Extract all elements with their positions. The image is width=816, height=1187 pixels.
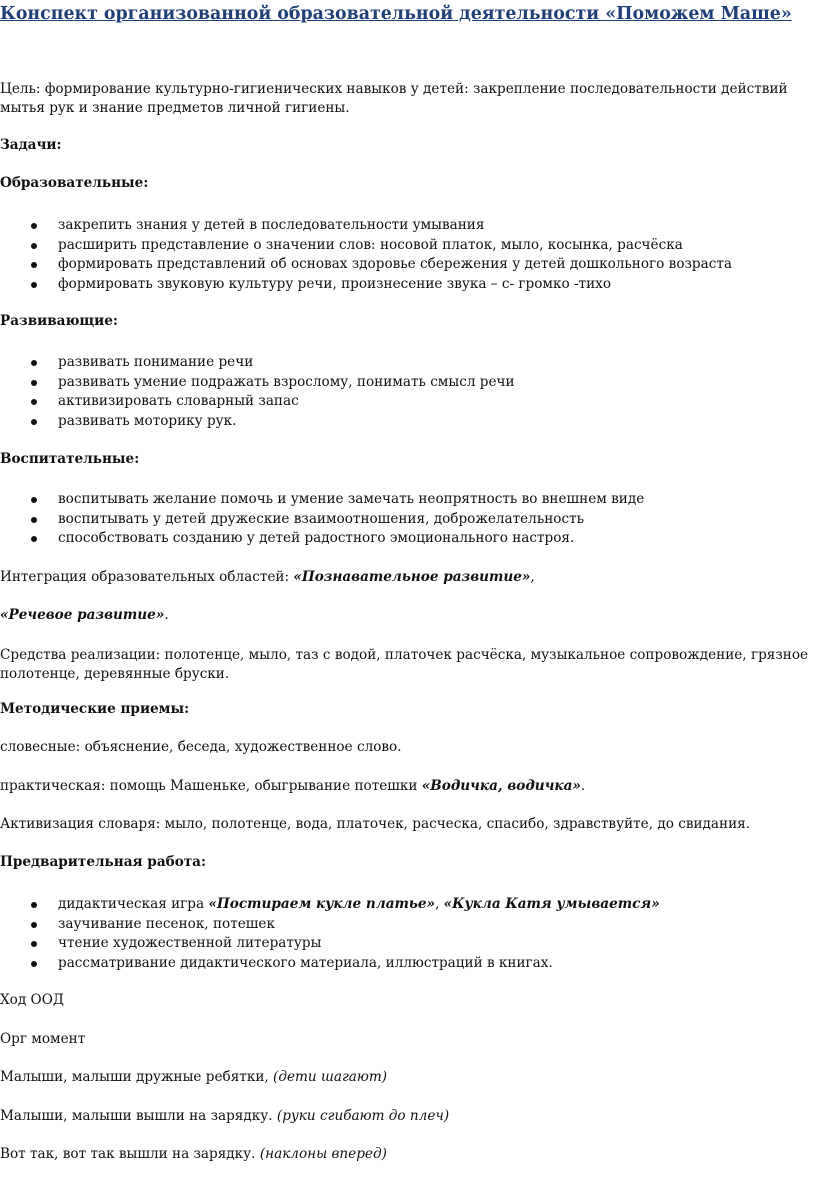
preliminary-list [0,895,816,973]
list-item: расширить представление о значении слов: носовой платок, мыло, косынка, расчёска [0,236,816,256]
tasks-heading: Задачи: [0,137,62,153]
list-item: чтение художественной литературы [0,934,816,954]
list-item: развивать умение подражать взрослому, понимать смысл речи [0,373,816,393]
educational-heading: Образовательные: [0,175,149,191]
integration-line-2: «Речевое развитие». [0,607,169,623]
list-item: воспитывать у детей дружеские взаимоотношения, доброжелательность [0,510,816,530]
methods-heading: Методические приемы: [0,701,190,717]
list-item: рассматривание дидактического материала, иллюстраций в книгах. [0,954,816,974]
page-title: Конспект организованной образовательной деятельности «Поможем Маше» [0,4,792,24]
goal-paragraph: Цель: формирование культурно-гигиенических навыков у детей: закрепление последовательности действий мытья рук и знание предметов личной гигиены. [0,81,788,116]
bullet-icon [31,497,37,503]
org-moment: Орг момент [0,1031,86,1047]
integration-line: Интеграция образовательных областей: «Познавательное развитие», [0,569,535,585]
upbringing-heading: Воспитательные: [0,451,140,467]
list-item: формировать представлений об основах здоровье сбережения у детей дошкольного возраста [0,255,816,275]
means-paragraph: Средства реализации: полотенце, мыло, таз с водой, платочек расчёска, музыкальное сопровождение, грязное полотенце, деревянные бруски. [0,647,809,682]
methods-practical: практическая: помощь Машеньке, обыгрывание потешки «Водичка, водичка». [0,778,586,794]
list-item: заучивание песенок, потешек [0,915,816,935]
upbringing-list [0,490,816,549]
bullet-icon [31,941,37,947]
bullet-icon [31,282,37,288]
bullet-icon [31,419,37,425]
methods-verbal: словесные: объяснение, беседа, художественное слово. [0,739,402,755]
list-item: дидактическая игра «Постираем кукле платье», «Кукла Катя умывается» [0,895,816,915]
bullet-icon [31,902,37,908]
educational-list [0,216,816,294]
list-item: развивать моторику рук. [0,412,816,432]
developing-list [0,353,816,431]
bullet-icon [31,380,37,386]
poem-line-1: Малыши, малыши дружные ребятки, (дети шагают) [0,1069,388,1085]
poem-line-2: Малыши, малыши вышли на зарядку. (руки сгибают до плеч) [0,1108,450,1124]
bullet-icon [31,517,37,523]
preliminary-heading: Предварительная работа: [0,854,207,870]
developing-heading: Развивающие: [0,313,118,329]
list-item: формировать звуковую культуру речи, произнесение звука – с- громко -тихо [0,275,816,295]
bullet-icon [31,262,37,268]
bullet-icon [31,536,37,542]
list-item: развивать понимание речи [0,353,816,373]
bullet-icon [31,243,37,249]
list-item: активизировать словарный запас [0,392,816,412]
vocabulary-paragraph: Активизация словаря: мыло, полотенце, вода, платочек, расческа, спасибо, здравствуйте, до свидания. [0,816,751,832]
poem-line-3: Вот так, вот так вышли на зарядку. (наклоны вперед) [0,1146,387,1162]
bullet-icon [31,223,37,229]
list-item: воспитывать желание помочь и умение замечать неопрятность во внешнем виде [0,490,816,510]
bullet-icon [31,922,37,928]
list-item: закрепить знания у детей в последовательности умывания [0,216,816,236]
course-heading: Ход ООД [0,992,64,1008]
list-item: способствовать созданию у детей радостного эмоционального настроя. [0,529,816,549]
bullet-icon [31,399,37,405]
bullet-icon [31,961,37,967]
bullet-icon [31,360,37,366]
